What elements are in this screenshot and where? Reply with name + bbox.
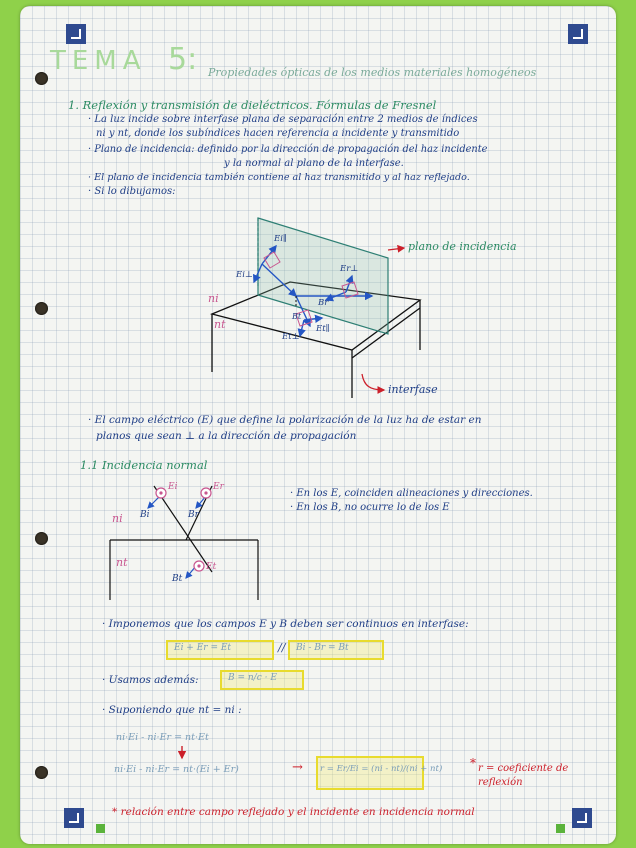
label-nt: nt [214,318,226,331]
label-er-perp: Er⊥ [340,264,359,274]
label-plano-incidencia: plano de incidencia [408,240,517,253]
paragraph-line: y la normal al plano de la interfase. [224,158,404,169]
label-et-par: Et∥ [316,324,330,334]
note-line: · En los E, coinciden alineaciones y direcciones. [290,488,533,499]
footnote: * relación entre campo reflejado y el incidente en incidencia normal [112,806,475,818]
label-ei: Ei [168,482,178,492]
paragraph-line: · Si lo dibujamos: [88,186,176,197]
derivation-line: ni·Ei - ni·Er = nt·(Ei + Er) [114,764,239,775]
paragraph-line: · El campo eléctrico (E) que define la polarización de la luz ha de estar en [88,414,482,426]
label-et-perp: Et⊥ [282,332,300,342]
equation-b-continuity: Bi - Br = Bt [296,643,349,653]
label-er: Er [213,482,224,492]
label-interfase: interfase [388,383,438,396]
label-bt: Bt [292,312,302,321]
label-ni: ni [208,292,219,305]
paragraph-line: ni y nt, donde los subíndices hacen referencia a incidente y transmitido [96,128,460,139]
section-heading: 1. Reflexión y transmisión de dieléctricos. Fórmulas de Fresnel [68,98,437,112]
equation-b-n-c-e: B = n/c · E [228,673,277,683]
label-bt: Bt [172,574,183,584]
paragraph-line: · Suponiendo que nt = ni : [102,704,242,716]
coefficient-note: r = coeficiente de reflexión [478,763,569,788]
label-ni: ni [112,512,123,525]
label-br: Br [188,510,199,520]
paragraph-line: · Usamos además: [102,674,199,686]
paragraph-line: planos que sean ⊥ a la dirección de propagación [96,430,357,442]
paragraph-line: · El plano de incidencia también contiene al haz transmitido y al haz reflejado. [88,172,470,183]
label-ei-par: Ei∥ [274,234,287,244]
arrow: → [292,760,303,775]
label-br: Br [318,298,329,308]
label-bi: Bi [140,510,150,520]
derivation-line: ni·Ei - ni·Er = nt·Et [116,732,209,743]
equation-reflection-coefficient: r = Er/Ei = (ni - nt)/(ni + nt) [320,764,443,774]
equation-separator: // [278,641,286,654]
paragraph-line: · Imponemos que los campos E y B deben ser continuos en interfase: [102,618,469,630]
star-marker: * [470,756,476,770]
title-subtitle: Propiedades ópticas de los medios materiales homogéneos [208,66,537,79]
equation-e-continuity: Ei + Er = Et [174,643,232,653]
note-line: · En los B, no ocurre lo de los E [290,502,450,513]
label-et: Et [206,562,217,572]
subsection-heading: 1.1 Incidencia normal [80,458,208,472]
title-tema: TEMA [50,46,147,76]
paragraph-line: · Plano de incidencia: definido por la dirección de propagación del haz incidente [88,144,488,155]
label-ei-perp: Ei⊥ [236,270,253,280]
paragraph-line: · La luz incide sobre interfase plana de separación entre 2 medios de índices [88,114,478,125]
label-nt: nt [116,556,128,569]
title-number: 5: [168,42,198,77]
